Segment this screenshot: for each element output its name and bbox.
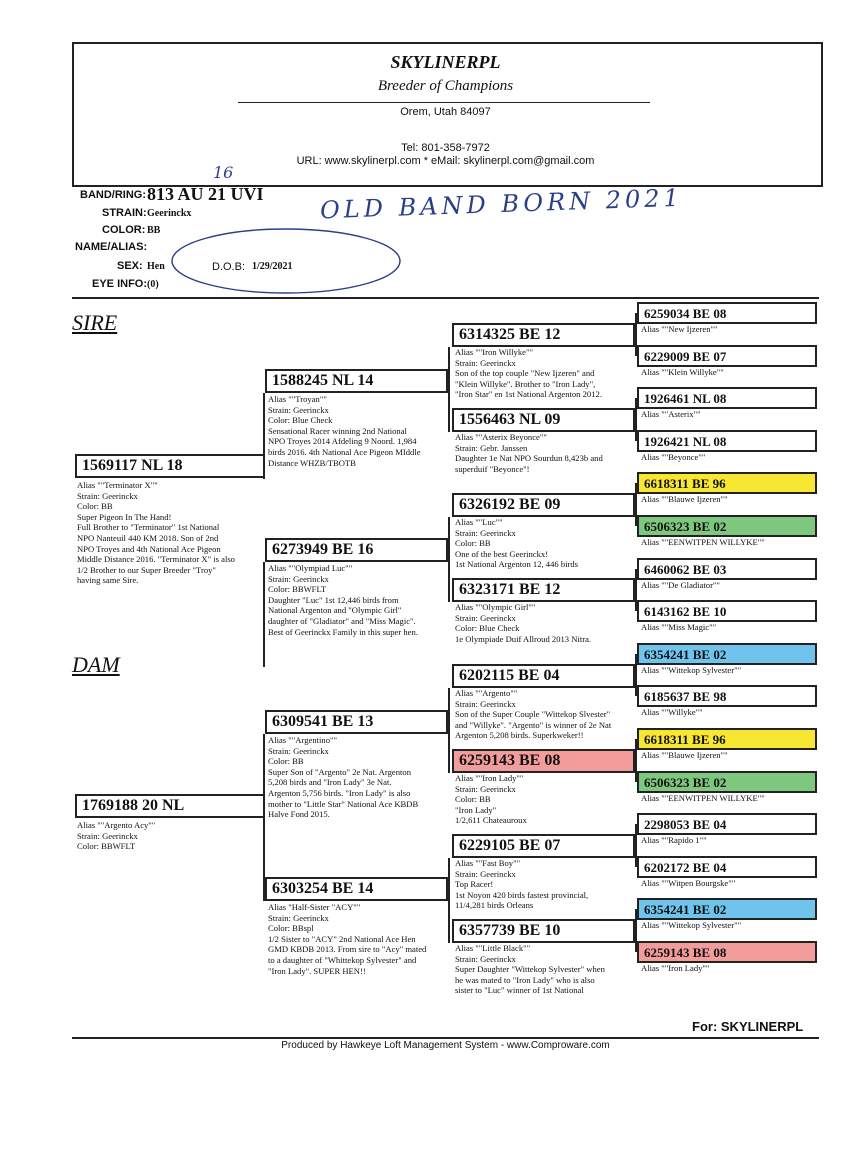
header-divider — [238, 102, 650, 103]
pedigree-gen2-band: 6273949 BE 16 — [265, 538, 448, 562]
color-value: BB — [147, 225, 161, 236]
pedigree-gen4-band: 6506323 BE 02 — [637, 771, 817, 793]
pedigree-gen4-desc: Alias ""Blauwe Ijzeren"" — [641, 750, 728, 760]
connector-line — [448, 688, 450, 734]
pedigree-gen4-desc: Alias ""EENWITPEN WILLYKE"" — [641, 537, 765, 547]
connector-line — [263, 562, 265, 667]
connector-line — [448, 562, 450, 602]
header-tel: Tel: 801-358-7972 — [401, 142, 490, 154]
pedigree-gen3-desc: Alias ""Luc"" Strain: Geerinckx Color: BB One of the best Geerinckx! 1st National Argenton 12, 446 birds — [455, 517, 579, 570]
pedigree-gen3-band: 1556463 NL 09 — [452, 408, 635, 432]
pedigree-gen4-band: 6259143 BE 08 — [637, 941, 817, 963]
header-subtitle: Breeder of Champions — [377, 78, 514, 94]
pedigree-gen4-band: 6618311 BE 96 — [637, 728, 817, 750]
name-label: NAME/ALIAS: — [75, 241, 148, 253]
pedigree-sire-desc: Alias ""Terminator X"" Strain: Geerinckx Color: BB Super Pigeon In The Hand! Full Brother to "Terminator" 1st National NPO Nanteuil 440 KM 2018. Son of 2nd NPO Troyes and 4th National Ace Pigeon Middle Distance 2016. "Terminator X" is also 1/2 Brother to our Super Breeder "Troy" having same Sire. — [77, 480, 235, 586]
connector-line — [635, 824, 637, 867]
info-divider — [72, 297, 819, 299]
pedigree-gen4-desc: Alias ""New Ijzeren"" — [641, 324, 718, 334]
pedigree-gen2-desc: Alias ""Olympiad Luc"" Strain: Geerinckx Color: BBWFLT Daughter "Luc" 1st 12,446 birds from National Argenton and "Olympic Girl" daughter of "Gladiator" and "Miss Magic". Best of Geerinckx Family in this super hen. — [268, 563, 418, 637]
color-label: COLOR: — [102, 224, 146, 236]
pedigree-gen2-band: 1588245 NL 14 — [265, 369, 448, 393]
pedigree-gen4-band: 6185637 BE 98 — [637, 685, 817, 707]
pedigree-gen3-band: 6259143 BE 08 — [452, 749, 635, 773]
pedigree-gen3-band: 6314325 BE 12 — [452, 323, 635, 347]
pedigree-gen2-band: 6303254 BE 14 — [265, 877, 448, 901]
dob-label: D.O.B: — [212, 261, 246, 273]
pedigree-gen3-desc: Alias ""Olympic Girl"" Strain: Geerinckx Color: Blue Check 1e Olympiade Duif Allroud 2013 Nitra. — [455, 602, 592, 644]
pedigree-gen3-desc: Alias ""Little Black"" Strain: Geerinckx Super Daughter "Wittekop Sylvester" when he was mated to "Iron Lady" who is also sister to "Luc" winner of 1st National — [455, 943, 605, 996]
pedigree-gen3-desc: Alias ""Iron Willyke"" Strain: Geerinckx Son of the top couple "New Ijzeren" and "Klein Willyke". Brother to "Iron Lady", "Iron Star" en 1st National Argenton 2012. — [455, 347, 602, 400]
connector-line — [635, 398, 637, 441]
dob-value: 1/29/2021 — [252, 261, 293, 272]
pedigree-gen4-band: 2298053 BE 04 — [637, 813, 817, 835]
header-location: Orem, Utah 84097 — [400, 106, 491, 118]
connector-line — [635, 313, 637, 356]
pedigree-gen4-band: 1926461 NL 08 — [637, 387, 817, 409]
pedigree-gen3-band: 6202115 BE 04 — [452, 664, 635, 688]
pedigree-gen3-band: 6323171 BE 12 — [452, 578, 635, 602]
pedigree-gen3-desc: Alias ""Fast Boy"" Strain: Geerinckx Top Racer! 1st Noyon 420 birds fastest provincial, 11/4,281 birds Orleans — [455, 858, 589, 911]
pedigree-gen4-band: 6354241 BE 02 — [637, 898, 817, 920]
eye-label: EYE INFO: — [92, 278, 148, 290]
pedigree-gen2-desc: Alias "Half-Sister "ACY"" Strain: Geerinckx Color: BBspl 1/2 Sister to "ACY" 2nd National Ace Hen GMD KBDB 2013. From sire to "Acy" mated to a daughter of "Whittekop Sylvester" and "Iron Lady". SUPER HEN!! — [268, 902, 427, 976]
header-title: SKYLINERPL — [390, 52, 501, 72]
pedigree-gen4-desc: Alias ""EENWITPEN WILLYKE"" — [641, 792, 765, 803]
pedigree-gen4-desc: Alias ""De Gladiator"" — [641, 579, 720, 590]
pedigree-sire-band: 1569117 NL 18 — [75, 454, 265, 478]
pedigree-gen3-desc: Alias ""Asterix Beyonce"" Strain: Gebr. Janssen Daughter 1e Nat NPO Sourdun 8,423b and superduif "Beyonce"! — [455, 432, 603, 474]
connector-line — [448, 393, 450, 432]
connector-line — [448, 901, 450, 943]
pedigree-gen4-band: 6618311 BE 96 — [637, 472, 817, 494]
pedigree-gen4-band: 6506323 BE 02 — [637, 515, 817, 537]
pedigree-gen4-desc: Alias ""Klein Willyke"" — [641, 366, 724, 377]
band-label: BAND/RING: — [80, 189, 146, 201]
pedigree-gen4-desc: Alias ""Iron Lady"" — [641, 963, 710, 973]
pedigree-gen4-desc: Alias ""Willyke"" — [641, 707, 703, 718]
handwritten-note: OLD BAND BORN 2021 — [319, 183, 684, 225]
band-correction: 16 — [213, 163, 234, 182]
pedigree-gen4-band: 6354241 BE 02 — [637, 643, 817, 665]
connector-line — [635, 909, 637, 952]
pedigree-gen4-desc: Alias ""Rapido 1"" — [641, 835, 707, 846]
footer-divider — [72, 1037, 819, 1039]
dam-label: DAM — [72, 652, 120, 677]
pedigree-gen4-desc: Alias ""Miss Magic"" — [641, 622, 717, 633]
footer-for: For: SKYLINERPL — [692, 1019, 804, 1034]
connector-line — [635, 739, 637, 782]
connector-line — [635, 483, 637, 526]
pedigree-gen3-band: 6326192 BE 09 — [452, 493, 635, 517]
band-value: 813 AU 21 UVI — [147, 184, 264, 204]
pedigree-dam-desc: Alias ""Argento Acy"" Strain: Geerinckx Color: BBWFLT — [77, 820, 156, 852]
connector-line — [263, 734, 265, 818]
pedigree-gen4-band: 6259034 BE 08 — [637, 302, 817, 324]
connector-line — [448, 517, 450, 562]
connector-line — [263, 818, 265, 901]
pedigree-gen4-band: 6460062 BE 03 — [637, 558, 817, 580]
pedigree-gen4-desc: Alias ""Wittekop Sylvester"" — [641, 664, 742, 675]
sex-label: SEX: — [117, 260, 143, 272]
pedigree-gen2-desc: Alias ""Argentino"" Strain: Geerinckx Color: BB Super Son of "Argento" 2e Nat. Argenton 5,208 birds and "Iron Lady" 3e Nat. Argenton 5,756 birds. "Iron Lady" is also mother to "Little Star" National Ace KBDB Halve Fond 2015. — [268, 735, 419, 820]
pedigree-gen4-band: 1926421 NL 08 — [637, 430, 817, 452]
pedigree-gen4-band: 6229009 BE 07 — [637, 345, 817, 367]
pedigree-gen3-desc: Alias ""Argento"" Strain: Geerinckx Son of the Super Couple "Wittekop Slvester" and "Willyke". "Argento" is winner of 2e Nat Argenton 5,208 birds. Superkweker!! — [455, 688, 612, 741]
strain-label: STRAIN: — [102, 207, 147, 219]
pedigree-gen4-band: 6143162 BE 10 — [637, 600, 817, 622]
connector-line — [448, 734, 450, 773]
eye-value: (0) — [147, 279, 159, 290]
pedigree-gen4-band: 6202172 BE 04 — [637, 856, 817, 878]
connector-line — [263, 393, 265, 479]
pedigree-gen2-desc: Alias ""Troyan"" Strain: Geerinckx Color: Blue Check Sensational Racer winning 2nd National NPO Troyes 2014 Afdeling 9 Noord. 1,984 birds 2016. 4th National Ace Pigeon MIddle Distance WHZB/TBOTB — [268, 394, 421, 468]
connector-line — [448, 858, 450, 901]
strain-value: Geerinckx — [147, 208, 192, 219]
pedigree-gen3-desc: Alias ""Iron Lady"" Strain: Geerinckx Color: BB "Iron Lady" 1/2,611 Chateauroux — [455, 773, 527, 826]
pedigree-gen4-desc: Alias ""Blauwe Ijzeren"" — [641, 494, 728, 505]
sex-value: Hen — [147, 261, 165, 272]
connector-line — [448, 347, 450, 393]
pedigree-gen2-band: 6309541 BE 13 — [265, 710, 448, 734]
header-contact: URL: www.skylinerpl.com * eMail: skylinerpl.com@gmail.com — [296, 155, 595, 167]
handwritten-circle — [168, 224, 408, 300]
connector-line — [635, 569, 637, 612]
sire-label: SIRE — [72, 310, 118, 335]
pedigree-gen4-desc: Alias ""Witpen Bourgske"" — [641, 877, 736, 888]
pedigree-gen4-desc: Alias ""Beyonce"" — [641, 451, 706, 462]
pedigree-gen4-desc: Alias ""Asterix"" — [641, 409, 701, 420]
pedigree-gen3-band: 6229105 BE 07 — [452, 834, 635, 858]
pedigree-gen4-desc: Alias ""Wittekop Sylvester"" — [641, 920, 742, 931]
connector-line — [635, 654, 637, 697]
pedigree-dam-band: 1769188 20 NL — [75, 794, 265, 818]
footer-produced: Produced by Hawkeye Loft Management System - www.Comproware.com — [281, 1040, 610, 1051]
pedigree-gen3-band: 6357739 BE 10 — [452, 919, 635, 943]
